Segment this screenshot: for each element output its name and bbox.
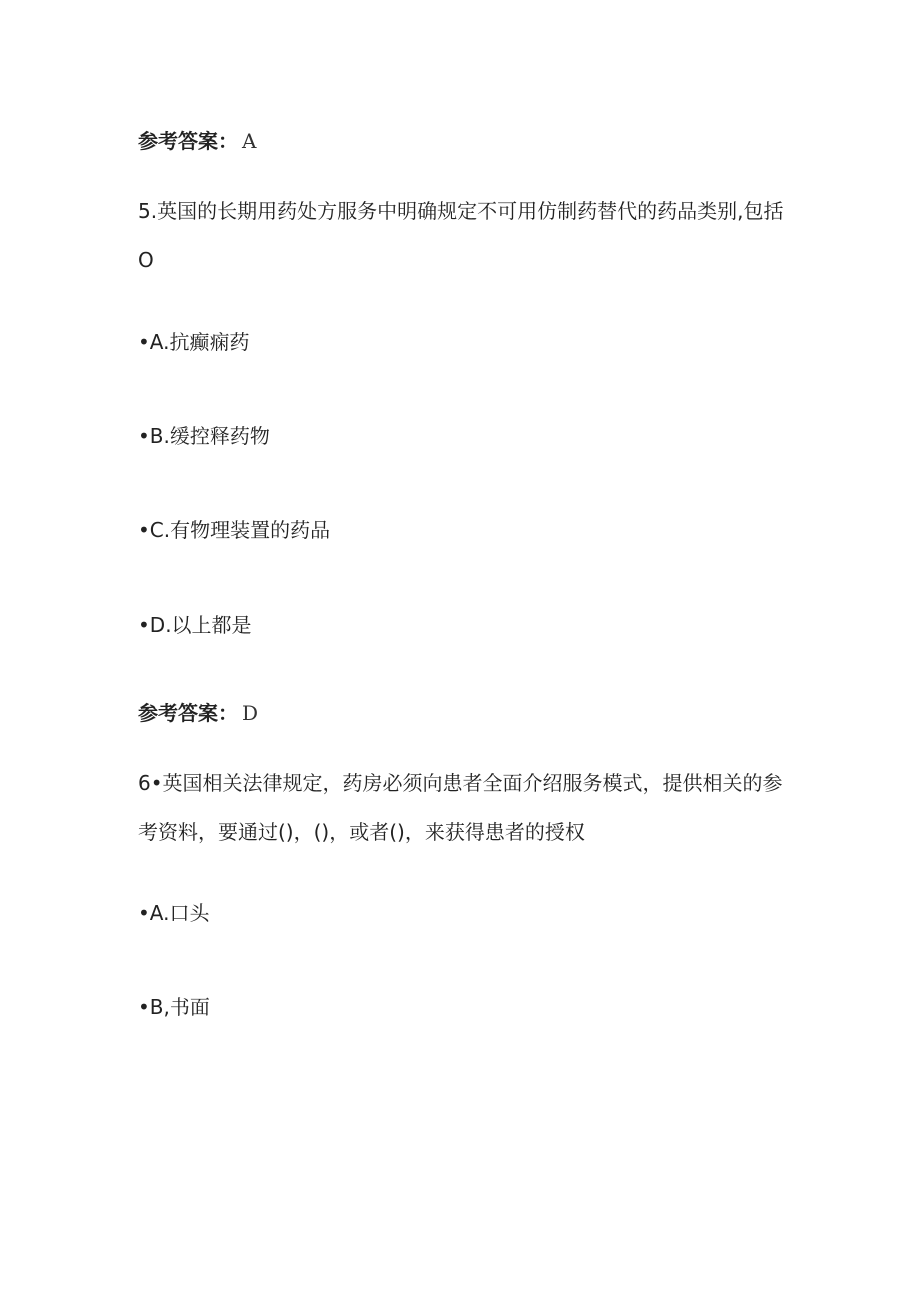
answer-value: D: [242, 701, 259, 725]
question-6-text-line-2: 考资料，要通过()，()，或者()，来获得患者的授权: [138, 820, 585, 844]
question-5-option-b: •B.缓控释药物: [138, 424, 270, 448]
question-6-option-b: •B,书面: [138, 995, 210, 1019]
question-5-option-c: •C.有物理装置的药品: [138, 518, 331, 542]
question-6-text-line-1: 6•英国相关法律规定，药房必须向患者全面介绍服务模式，提供相关的参: [138, 771, 783, 795]
question-5-text-line-1: 5.英国的长期用药处方服务中明确规定不可用仿制药替代的药品类别,包括: [138, 199, 784, 223]
answer-label: 参考答案：: [138, 701, 238, 725]
question-6-option-a: •A.口头: [138, 901, 210, 925]
answer-5: [138, 699, 258, 727]
answer-value: A: [242, 129, 257, 153]
question-5-option-d: •D.以上都是: [138, 613, 252, 637]
answer-4: [138, 127, 256, 155]
question-5-option-a: •A.抗癫痫药: [138, 330, 250, 354]
question-5-text-line-2: O: [138, 248, 154, 272]
answer-label: 参考答案：: [138, 129, 238, 153]
